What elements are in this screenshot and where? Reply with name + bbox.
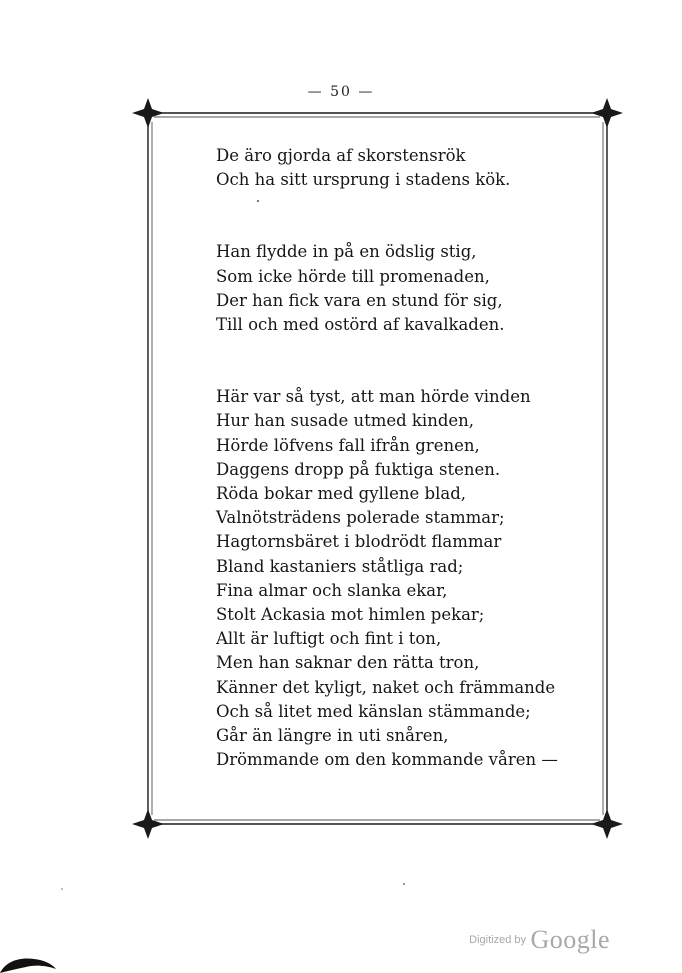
corner-ornament-bottom-left — [132, 809, 164, 839]
verse-line: Som icke hörde till promenaden, — [216, 266, 490, 286]
page-number: — 50 — — [307, 84, 375, 100]
verse-line: Stolt Ackasia mot himlen pekar; — [216, 605, 485, 625]
google-wordmark: Google — [530, 925, 610, 954]
verse-line: Daggens dropp på fuktiga stenen. — [216, 459, 501, 479]
corner-ornament-top-left — [132, 98, 164, 128]
verse-line: Hur han susade utmed kinden, — [216, 411, 475, 431]
corner-ornament-bottom-right — [591, 809, 623, 839]
verse-line: Till och med ostörd af kavalkaden. — [216, 315, 505, 335]
stanza — [216, 240, 576, 337]
verse-line: Fina almar och slanka ekar, — [216, 580, 448, 600]
verse-line: Röda bokar med gyllene blad, — [216, 484, 467, 504]
verse-line: De äro gjorda af skorstensrök — [216, 146, 466, 165]
verse-line: Känner det kyligt, naket och främmande — [216, 677, 556, 697]
verse-line: Valnötsträdens polerade stammar; — [216, 508, 505, 528]
verse-line: Han flydde in på en ödslig stig, — [216, 242, 477, 262]
verse-line: Bland kastaniers ståtliga rad; — [216, 556, 464, 576]
verse-line: Och ha sitt ursprung i stadens kök. — [216, 170, 511, 190]
verse-line: Allt är luftigt och fint i ton, — [216, 629, 442, 649]
poem-body — [216, 144, 576, 772]
stanza — [216, 144, 576, 192]
ink-blot-mark — [0, 955, 60, 973]
verse-line: Hagtornsbäret i blodrödt flammar — [216, 532, 502, 552]
verse-line: Hörde löfvens fall ifrån grenen, — [216, 435, 480, 455]
digitized-prefix: Digitized by — [469, 934, 526, 946]
verse-line: Drömmande om den kommande våren — — [216, 750, 558, 770]
verse-line: Här var så tyst, att man hörde vinden — [216, 387, 531, 407]
digitized-credit — [469, 925, 610, 955]
verse-line: Går än längre in uti snåren, — [216, 726, 449, 746]
verse-line: Der han fick vara en stund för sig, — [216, 290, 503, 310]
verse-line: Men han saknar den rätta tron, — [216, 653, 480, 673]
corner-ornament-top-right — [591, 98, 623, 128]
verse-line: Och så litet med känslan stämmande; — [216, 701, 531, 721]
stanza — [216, 385, 576, 772]
